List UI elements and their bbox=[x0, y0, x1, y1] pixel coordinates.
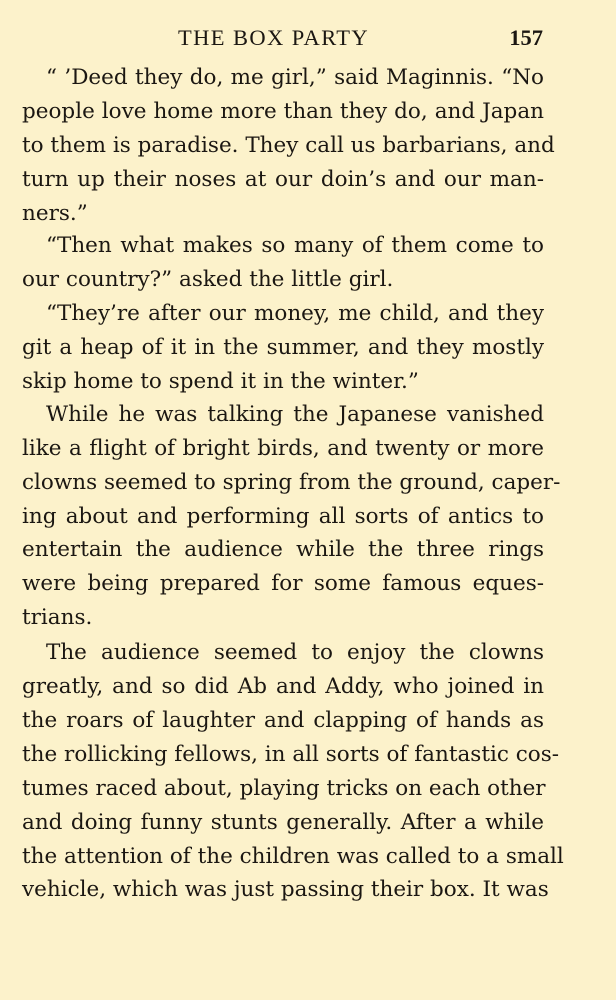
page-number: 157 bbox=[509, 25, 543, 50]
text-line: and doing funny stunts generally. After a while bbox=[22, 810, 544, 835]
text-line: tumes raced about, playing tricks on each other bbox=[22, 776, 546, 801]
text-line: the roars of laughter and clapping of hands as bbox=[22, 708, 544, 733]
text-line: turn up their noses at our doin’s and our man- bbox=[22, 167, 544, 192]
text-line: to them is paradise. They call us barbarians, and bbox=[22, 133, 555, 158]
text-line: trians. bbox=[22, 605, 93, 630]
running-title: THE BOX PARTY bbox=[178, 25, 370, 50]
text-line: vehicle, which was just passing their box. It was bbox=[22, 877, 549, 902]
text-line: people love home more than they do, and Japan bbox=[22, 99, 544, 124]
text-line: the rollicking fellows, in all sorts of fantastic cos- bbox=[22, 742, 560, 767]
text-line: entertain the audience while the three rings bbox=[22, 537, 544, 562]
text-line: git a heap of it in the summer, and they mostly bbox=[22, 335, 544, 360]
text-line: clowns seemed to spring from the ground, caper- bbox=[22, 470, 561, 495]
text-line: ners.” bbox=[22, 201, 88, 226]
text-line: like a flight of bright birds, and twenty or more bbox=[22, 436, 544, 461]
text-line: greatly, and so did Ab and Addy, who joined in bbox=[22, 674, 544, 699]
text-line: ing about and performing all sorts of antics to bbox=[22, 504, 544, 529]
text-line: “Then what makes so many of them come to bbox=[46, 233, 544, 258]
text-line: skip home to spend it in the winter.” bbox=[22, 369, 419, 394]
text-line: the attention of the children was called to a small bbox=[22, 844, 564, 869]
text-line: While he was talking the Japanese vanished bbox=[46, 402, 544, 427]
text-line: our country?” asked the little girl. bbox=[22, 267, 394, 292]
text-line: The audience seemed to enjoy the clowns bbox=[46, 640, 544, 665]
text-line: “They’re after our money, me child, and they bbox=[46, 301, 544, 326]
text-line: “ ’Deed they do, me girl,” said Maginnis. “No bbox=[46, 65, 544, 90]
text-line: were being prepared for some famous eques- bbox=[22, 571, 544, 596]
page-header bbox=[0, 24, 616, 52]
